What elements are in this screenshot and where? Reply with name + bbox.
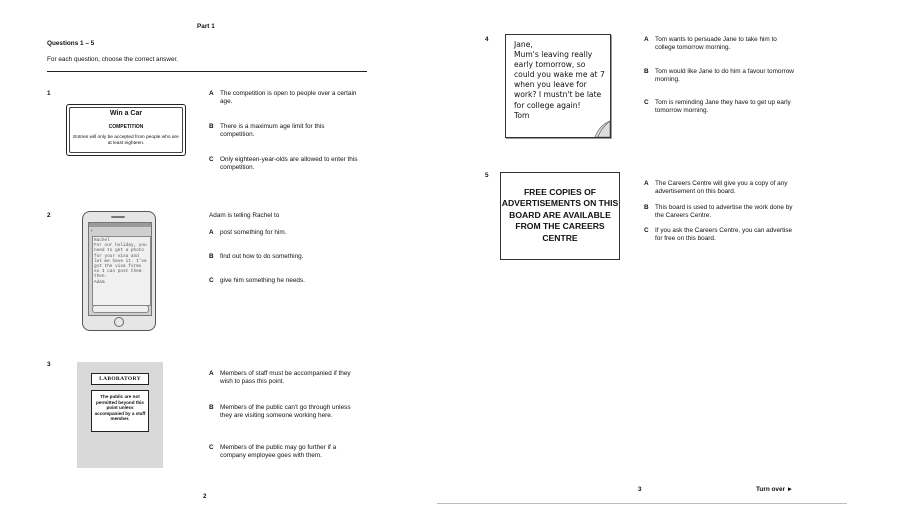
phone-status-bar: [89, 223, 151, 227]
part-title: Part 1: [197, 23, 215, 30]
option-letter: B: [644, 68, 649, 75]
questions-heading: Questions 1 – 5: [47, 40, 95, 47]
footer-divider: [437, 503, 847, 504]
option-letter: C: [209, 156, 214, 163]
option-text: Tom is reminding Jane they have to get up early tomorrow morning.: [655, 99, 791, 114]
mobile-phone-image: [82, 211, 156, 331]
lab-sign-body: The public are not permitted beyond this point unless accompanied by a staff member.: [94, 394, 146, 422]
option-text: The Careers Centre will give you a copy of any advertisement on this board.: [655, 180, 788, 195]
notice-title: Win a Car: [109, 110, 143, 117]
option-text: There is a maximum age limit for this competition.: [220, 123, 325, 138]
phone-screen: [88, 222, 152, 316]
home-button-icon: [114, 317, 124, 327]
back-arrow-icon: ‹: [91, 228, 93, 234]
page-number-2: 2: [203, 493, 207, 500]
phone-speaker: [111, 216, 125, 218]
option-letter: B: [644, 204, 649, 211]
q2-stem: Adam is telling Rachel to: [209, 212, 280, 219]
notice-subtitle: COMPETITION: [108, 124, 144, 130]
option-text: The competition is open to people over a certain age.: [220, 90, 357, 105]
option-text: This board is used to advertise the work done by the Careers Centre.: [655, 204, 793, 219]
option-letter: A: [209, 229, 214, 236]
free-copies-notice: [500, 172, 620, 260]
option-text: Members of staff must be accompanied if they wish to pass this point.: [220, 370, 351, 385]
option-letter: B: [209, 253, 214, 260]
option-letter: A: [644, 180, 649, 187]
free-copies-text: FREE COPIES OF ADVERTISEMENTS ON THIS BOARD ARE AVAILABLE FROM THE CAREERS CENTRE: [501, 187, 619, 243]
lab-sign-title: LABORATORY: [91, 373, 149, 385]
option-text: Members of the public may go further if a company employee goes with them.: [220, 444, 337, 459]
question-2-number: 2: [47, 212, 51, 219]
option-text: Tom would like Jane to do him a favour tomorrow morning.: [655, 68, 794, 83]
option-text: Only eighteen-year-olds are allowed to enter this competition.: [220, 156, 358, 171]
lab-sign-body-box: [91, 390, 149, 432]
option-letter: A: [209, 90, 214, 97]
question-3-number: 3: [47, 361, 51, 368]
phone-input-bar: [92, 305, 149, 313]
note-text: Jane, Mum's leaving really early tomorrow, so could you wake me at 7 when you leave for work? I mustn't be late for college again! Tom: [514, 40, 605, 120]
option-text: post something for him.: [220, 229, 287, 236]
phone-message: Rachel For our holiday, you need to get a photo for your visa and let me have it. I've got the visa forms so I can post them then. Adam: [92, 236, 151, 306]
option-letter: B: [209, 123, 214, 130]
option-text: Tom wants to persuade Jane to take him to college tomorrow morning.: [655, 36, 777, 51]
page-number-3: 3: [638, 486, 642, 493]
option-letter: C: [644, 99, 649, 106]
option-letter: C: [209, 444, 214, 451]
option-text: If you ask the Careers Centre, you can advertise for free on this board.: [655, 227, 793, 242]
win-a-car-notice: [66, 104, 186, 156]
question-4-number: 4: [485, 36, 489, 43]
option-letter: C: [644, 227, 649, 234]
left-page: [0, 0, 440, 506]
option-text: find out how to do something.: [220, 253, 304, 260]
option-letter: A: [209, 370, 214, 377]
option-letter: A: [644, 36, 649, 43]
header-divider: [47, 71, 367, 72]
option-text: Members of the public can't go through unless they are visiting someone working here.: [220, 404, 351, 419]
instruction-text: For each question, choose the correct answer.: [47, 56, 179, 63]
question-1-number: 1: [47, 90, 51, 97]
laboratory-sign-image: [77, 362, 163, 468]
option-letter: C: [209, 277, 214, 284]
option-letter: B: [209, 404, 214, 411]
page-curl-icon: [592, 119, 610, 137]
option-text: give him something he needs.: [220, 277, 305, 284]
notice-body: Entries will only be accepted from people who are at least eighteen.: [73, 135, 179, 146]
jane-note-image: [505, 34, 611, 138]
turn-over-label: Turn over ►: [756, 486, 794, 493]
question-5-number: 5: [485, 172, 489, 179]
